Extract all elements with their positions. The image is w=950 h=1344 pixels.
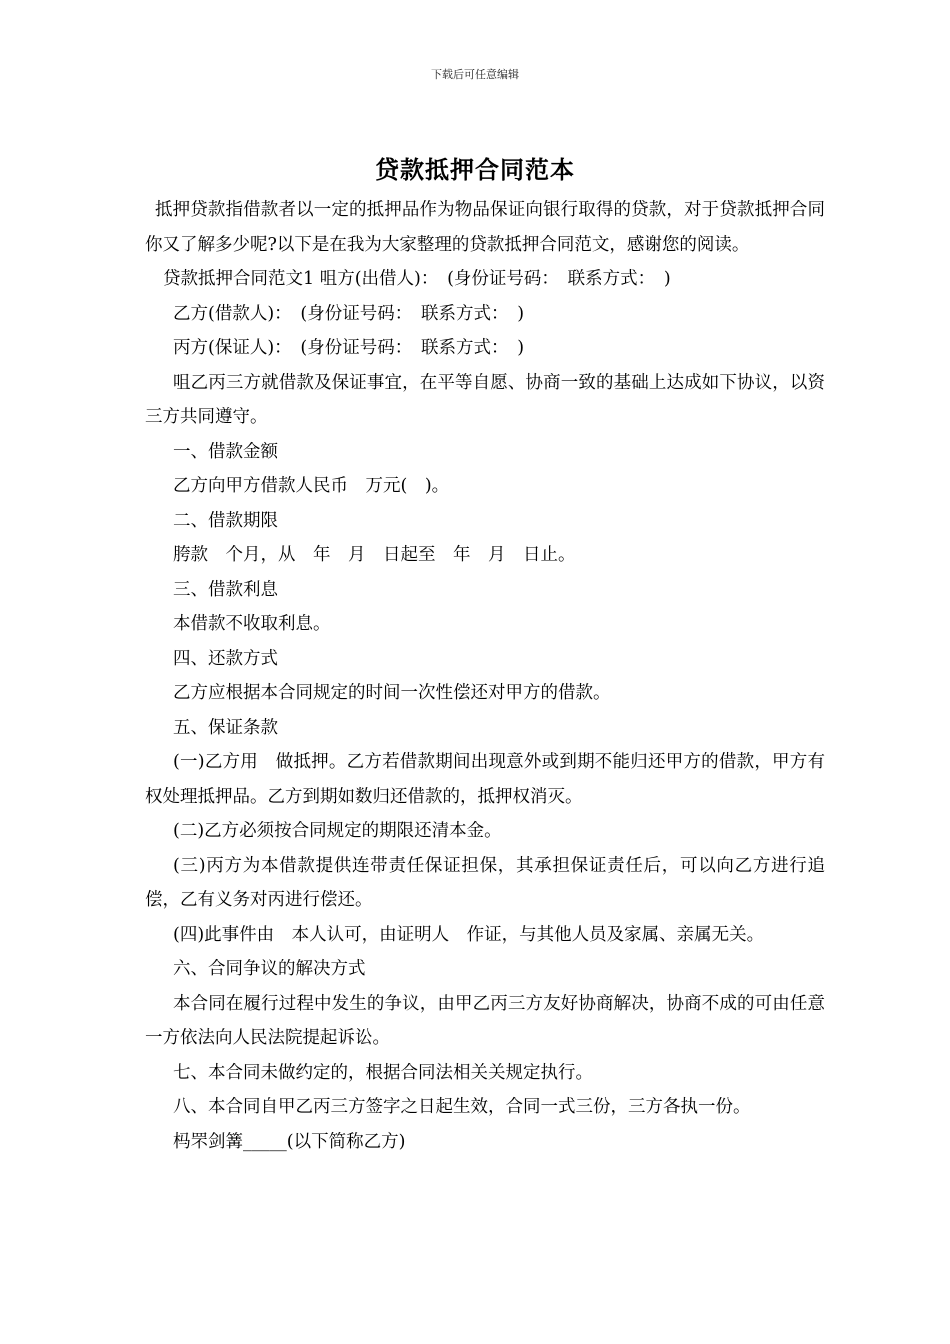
paragraph-guarantee-4: (四)此事件由 本人认可，由证明人 作证，与其他人员及家属、亲属无关。: [173, 924, 765, 945]
paragraph-agreement: 咀乙丙三方就借款及保证事宜，在平等自愿、协商一致的基础上达成如下协议，以资三方共同遵守。: [145, 372, 825, 427]
section-heading-1: 一、借款金额: [173, 441, 278, 462]
section-heading-3: 三、借款利息: [173, 579, 278, 600]
paragraph-clause-8: 八、本合同自甲乙丙三方签字之日起生效，合同一式三份，三方各执一份。: [173, 1097, 751, 1117]
header-note: 下载后可任意编辑: [431, 68, 519, 81]
document-title: 贷款抵押合同范本: [375, 155, 575, 184]
paragraph-party-a: 贷款抵押合同范文1 咀方(出借人)： (身份证号码： 联系方式： ): [163, 269, 671, 289]
paragraph-dispute: 本合同在履行过程中发生的争议，由甲乙丙三方友好协商解决，协商不成的可由任意一方依法向人民法院提起诉讼。: [145, 993, 825, 1048]
paragraph-guarantee-1: (一)乙方用 做抵押。乙方若借款期间出现意外或到期不能归还甲方的借款，甲方有权处理抵押品。乙方到期如数归还借款的，抵押权消灭。: [145, 752, 825, 807]
paragraph-guarantee-3: (三)丙方为本借款提供连带责任保证担保，其承担保证责任后，可以向乙方进行追偿，乙有义务对丙进行偿还。: [145, 855, 825, 910]
section-heading-5: 五、保证条款: [173, 717, 278, 738]
paragraph-amount: 乙方向甲方借款人民币 万元( )。: [173, 476, 450, 496]
paragraph-party-c: 丙方(保证人)： (身份证号码： 联系方式： ): [173, 338, 525, 358]
section-heading-2: 二、借款期限: [173, 510, 278, 531]
paragraph-signature-line: 杩罘剑篝_____(以下简称乙方): [173, 1131, 406, 1152]
paragraph-clause-7: 七、本合同未做约定的，根据合同法相关关规定执行。: [173, 1062, 593, 1083]
paragraph-intro: 抵押贷款指借款者以一定的抵押品作为物品保证向银行取得的贷款，对于贷款抵押合同你又了解多少呢?以下是在我为大家整理的贷款抵押合同范文，感谢您的阅读。: [145, 200, 825, 255]
section-heading-6: 六、合同争议的解决方式: [173, 959, 366, 979]
paragraph-interest: 本借款不收取利息。: [173, 614, 331, 634]
section-heading-4: 四、还款方式: [173, 648, 278, 669]
paragraph-term: 胯款 个月，从 年 月 日起至 年 月 日止。: [173, 545, 576, 565]
paragraph-party-b: 乙方(借款人)： (身份证号码： 联系方式： ): [173, 303, 525, 324]
paragraph-repayment: 乙方应根据本合同规定的时间一次性偿还对甲方的借款。: [173, 683, 611, 703]
document-body: [145, 193, 825, 1159]
paragraph-guarantee-2: (二)乙方必须按合同规定的期限还清本金。: [173, 821, 502, 841]
